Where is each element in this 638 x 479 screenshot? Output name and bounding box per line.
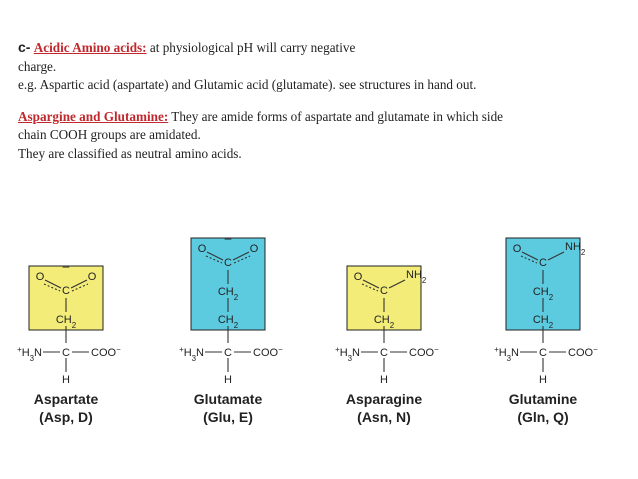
hydrogen-label: H xyxy=(380,374,388,386)
carboxylate-label: COO− xyxy=(91,344,121,359)
amide-title: Aspargine and Glutamine: xyxy=(18,108,169,124)
ch2-label: $CH_2$ xyxy=(532,286,554,302)
oxygen-label: O xyxy=(512,243,522,255)
amino-acid-abbreviation: (Asn, N) xyxy=(357,409,411,425)
oxygen-label: O xyxy=(353,271,363,283)
amide-description: They are amide forms of aspartate and glutamate in which side xyxy=(168,108,504,124)
alpha-carbon-label: C xyxy=(539,347,547,359)
carboxylate-label: COO− xyxy=(568,344,598,359)
amide-nh2-label: $NH_2$ xyxy=(406,269,427,285)
amino-group-label: $^+H_3N$ xyxy=(335,344,360,363)
negative-charge-label: – xyxy=(224,231,232,245)
ch2-label: $CH_2$ xyxy=(217,314,239,330)
oxygen-label: O xyxy=(197,243,207,255)
structure-aspartate xyxy=(17,259,121,425)
ch2-label: $CH_2$ xyxy=(217,286,239,302)
amide-nh2-label: $NH_2$ xyxy=(565,241,586,257)
example-line: e.g. Aspartic acid (aspartate) and Glutamic acid (glutamate). see structures in hand out. xyxy=(18,77,477,92)
oxygen-label: O xyxy=(35,271,45,283)
amino-acid-name: Glutamine xyxy=(508,391,578,407)
carbon-label: C xyxy=(224,257,232,269)
amino-group-label: $^+H_3N$ xyxy=(179,344,204,363)
acidic-description-cont: charge. xyxy=(18,58,57,74)
alpha-carbon-label: C xyxy=(224,347,232,359)
structure-asparagine xyxy=(335,266,439,425)
structure-glutamate xyxy=(179,231,283,425)
amino-acid-name: Aspartate xyxy=(33,391,99,407)
amino-acid-name: Glutamate xyxy=(193,391,263,407)
ch2-label: $CH_2$ xyxy=(532,314,554,330)
hydrogen-label: H xyxy=(224,374,232,386)
neutral-line: They are classified as neutral amino acids. xyxy=(18,145,242,161)
amino-group-label: $^+H_3N$ xyxy=(17,344,42,363)
carbon-label: C xyxy=(380,285,388,297)
negative-charge-label: – xyxy=(62,259,70,273)
alpha-carbon-label: C xyxy=(62,347,70,359)
acidic-title: Acidic Amino acids: xyxy=(33,40,147,55)
acidic-description: at physiological pH will carry negative xyxy=(146,40,356,55)
hydrogen-label: H xyxy=(539,374,547,386)
amino-acid-abbreviation: (Glu, E) xyxy=(203,409,253,425)
alpha-carbon-label: C xyxy=(380,347,388,359)
structure-glutamine xyxy=(494,238,598,425)
ch2-label: $CH_2$ xyxy=(55,314,77,330)
oxygen-label: O xyxy=(249,243,259,255)
amino-acid-name: Asparagine xyxy=(345,391,423,407)
amino-group-label: $^+H_3N$ xyxy=(494,344,519,363)
carbon-label: C xyxy=(62,285,70,297)
ch2-label: $CH_2$ xyxy=(373,314,395,330)
carboxylate-label: COO− xyxy=(253,344,283,359)
hydrogen-label: H xyxy=(62,374,70,386)
amide-description-cont: chain COOH groups are amidated. xyxy=(18,127,201,142)
carbon-label: C xyxy=(539,257,547,269)
oxygen-label: O xyxy=(87,271,97,283)
section-marker: c- xyxy=(18,39,31,55)
carboxylate-label: COO− xyxy=(409,344,439,359)
amino-acid-abbreviation: (Asp, D) xyxy=(39,409,93,425)
amino-acid-abbreviation: (Gln, Q) xyxy=(517,409,569,425)
